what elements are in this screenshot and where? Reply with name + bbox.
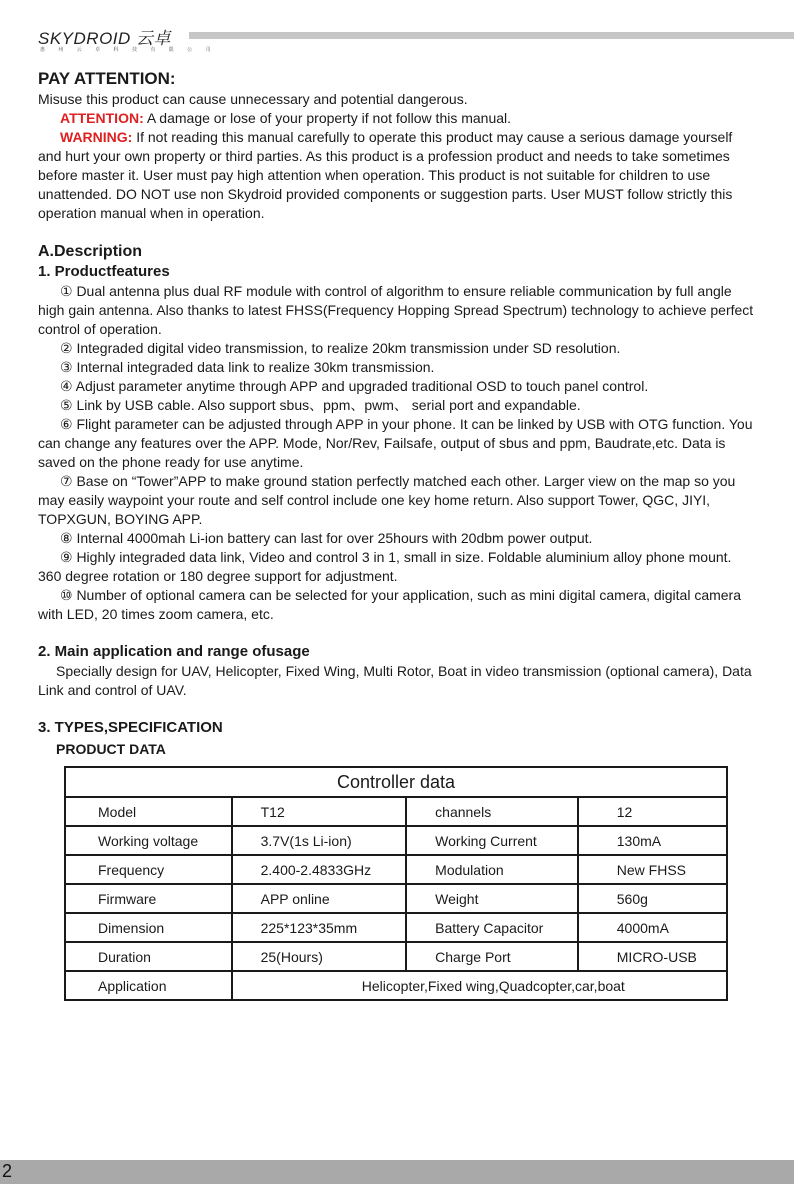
- table-cell: Application: [65, 971, 232, 1000]
- table-cell: T12: [232, 797, 407, 826]
- feature-item: ⑨ Highly integraded data link, Video and control 3 in 1, small in size. Foldable aluminium alloy phone mount. 360 degree rotation or 180 degree support for adjustment.: [38, 549, 732, 584]
- warning-label: WARNING:: [60, 129, 133, 145]
- features-title: 1. Productfeatures: [38, 263, 170, 280]
- page-number: 2: [2, 1161, 13, 1181]
- table-cell: APP online: [232, 884, 407, 913]
- warning-text: If not reading this manual carefully to operate this product may cause a serious damage yourself and hurt your own property or third parties. As this product is a profession product and needs to take sometimes before master it. User must pay high attention when operation. This product is not suitable for children to use unattended. DO NOT use non Skydroid provided components or suggestion parts. User MUST follow strictly this operation manual when in operation.: [38, 129, 733, 221]
- table-cell: Firmware: [65, 884, 232, 913]
- attention-title: PAY ATTENTION:: [38, 69, 176, 88]
- table-cell: Duration: [65, 942, 232, 971]
- feature-item: ⑩ Number of optional camera can be selected for your application, such as mini digital camera, digital camera with LED, 20 times zoom camera, etc.: [38, 587, 741, 622]
- feature-item: ⑧ Internal 4000mah Li-ion battery can last for over 25hours with 20dbm power output.: [60, 530, 593, 546]
- feature-item: ⑥ Flight parameter can be adjusted through APP in your phone. It can be linked by USB with OTG function. You can change any features over the APP. Mode, Nor/Rev, Failsafe, output of sbus and ppm, Baudrate,etc. Data is saved on the phone ready for use anytime.: [38, 416, 753, 470]
- table-cell: Model: [65, 797, 232, 826]
- table-cell: 2.400-2.4833GHz: [232, 855, 407, 884]
- brand-subtitle: 惠 州 云 卓 科 技 有 限 公 司: [40, 47, 217, 53]
- table-cell: Charge Port: [406, 942, 578, 971]
- table-cell: Battery Capacitor: [406, 913, 578, 942]
- table-cell: Weight: [406, 884, 578, 913]
- feature-item: ② Integraded digital video transmission, to realize 20km transmission under SD resolution.: [60, 340, 621, 356]
- table-cell: 130mA: [578, 826, 727, 855]
- attention-line: [38, 109, 758, 128]
- table-cell: Dimension: [65, 913, 232, 942]
- types-title: 3. TYPES,SPECIFICATION: [38, 719, 223, 736]
- brand-logo: SKYDROID 云卓: [38, 29, 172, 48]
- table-cell: New FHSS: [578, 855, 727, 884]
- table-cell: 4000mA: [578, 913, 727, 942]
- feature-item: ③ Internal integraded data link to realize 30km transmission.: [60, 359, 435, 375]
- controller-spec-table: [64, 766, 728, 1001]
- manual-content: [38, 68, 758, 759]
- table-row: [65, 913, 727, 942]
- table-cell: 25(Hours): [232, 942, 407, 971]
- table-row: [65, 797, 727, 826]
- table-title: Controller data: [65, 767, 727, 797]
- table-cell: Helicopter,Fixed wing,Quadcopter,car,boat: [232, 971, 727, 1000]
- feature-item: ⑤ Link by USB cable. Also support sbus、ppm、pwm、 serial port and expandable.: [60, 397, 581, 413]
- table-row: [65, 942, 727, 971]
- warning-paragraph: [38, 128, 758, 223]
- table-cell: 225*123*35mm: [232, 913, 407, 942]
- table-cell: Modulation: [406, 855, 578, 884]
- attention-label: ATTENTION:: [60, 110, 144, 126]
- table-row: [65, 855, 727, 884]
- table-cell: Frequency: [65, 855, 232, 884]
- feature-item: ① Dual antenna plus dual RF module with control of algorithm to ensure reliable communication by full angle high gain antenna. Also thanks to latest FHSS(Frequency Hopping Spread Spectrum) technology to achieve perfect control of operation.: [38, 283, 754, 337]
- usage-text: Specially design for UAV, Helicopter, Fixed Wing, Multi Rotor, Boat in video transmission (optional camera), Data Link and control of UAV.: [38, 663, 752, 698]
- table-cell: 3.7V(1s Li-ion): [232, 826, 407, 855]
- table-cell: 12: [578, 797, 727, 826]
- table-row: [65, 826, 727, 855]
- table-cell: channels: [406, 797, 578, 826]
- attention-intro: Misuse this product can cause unnecessary and potential dangerous.: [38, 91, 468, 107]
- feature-item: ⑦ Base on “Tower”APP to make ground station perfectly matched each other. Larger view on the map so you may easily waypoint your route and self control include one key home return. Also support Tower, QGC, JIYI, TOPXGUN, BOYING APP.: [38, 473, 736, 527]
- table-cell: Working voltage: [65, 826, 232, 855]
- attention-text: A damage or lose of your property if not follow this manual.: [143, 110, 512, 126]
- description-title: A.Description: [38, 243, 143, 260]
- table-cell: MICRO-USB: [578, 942, 727, 971]
- header-divider: [189, 32, 794, 39]
- product-data-title: PRODUCT DATA: [56, 741, 166, 757]
- table-row: [65, 971, 727, 1000]
- table-cell: Working Current: [406, 826, 578, 855]
- usage-title: 2. Main application and range ofusage: [38, 643, 310, 660]
- footer-bar: [0, 1160, 794, 1184]
- table-cell: 560g: [578, 884, 727, 913]
- table-row: [65, 884, 727, 913]
- table-title-row: [65, 767, 727, 797]
- feature-item: ④ Adjust parameter anytime through APP and upgraded traditional OSD to touch panel control.: [60, 378, 649, 394]
- page-header: [0, 0, 794, 60]
